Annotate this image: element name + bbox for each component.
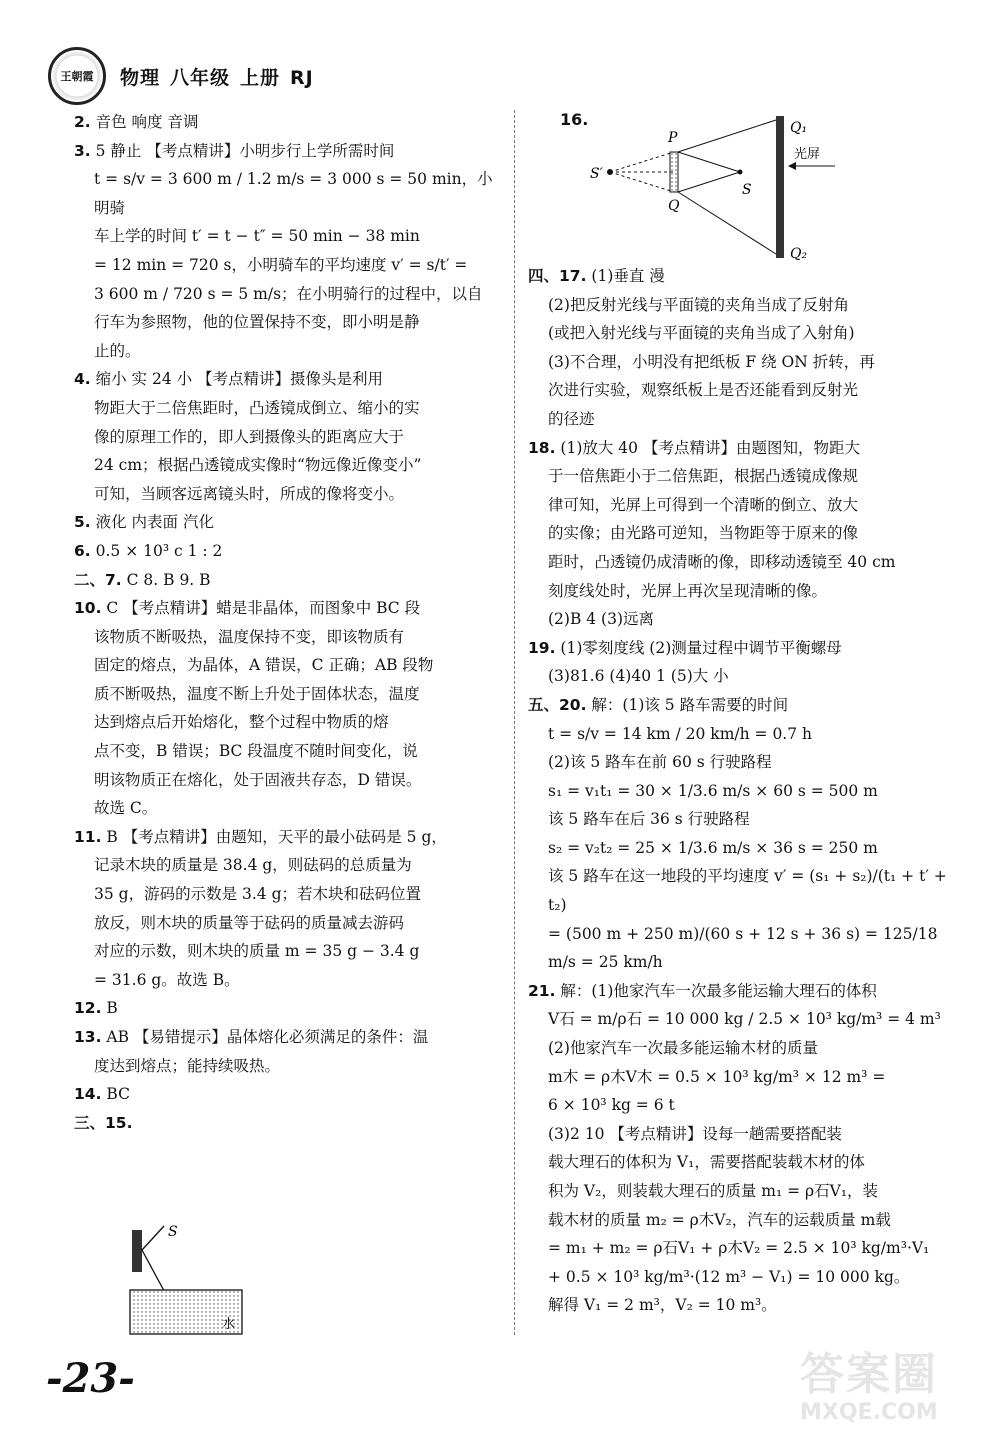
answer-text: C 8. B 9. B — [126, 570, 211, 589]
answer-text: C 【考点精讲】蜡是非晶体，而图象中 BC 段 — [106, 599, 421, 618]
answer-line — [528, 691, 968, 720]
ray-p-to-q1 — [678, 120, 776, 152]
answer-line — [74, 508, 494, 537]
answer-text: 车上学的时间 t′ = t − t″ = 50 min − 38 min — [94, 227, 420, 246]
incident-ray — [142, 1226, 164, 1250]
question-number: 11. — [74, 827, 102, 846]
right-column — [528, 262, 968, 1320]
answer-line — [74, 766, 494, 795]
answer-text: (2)他家汽车一次最多能运输木材的质量 — [548, 1039, 818, 1058]
label-q2: Q₂ — [790, 246, 808, 262]
answer-line — [528, 920, 968, 977]
answer-line — [74, 165, 494, 222]
answer-text: t = s/v = 14 km / 20 km/h = 0.7 h — [548, 724, 813, 743]
answer-line — [74, 1109, 494, 1138]
answer-text: 6 × 10³ kg = 6 t — [548, 1096, 675, 1115]
answer-text: 刻度线处时，光屏上再次呈现清晰的像。 — [548, 581, 828, 600]
question-number: 10. — [74, 599, 102, 618]
answer-line — [74, 537, 494, 566]
answer-text: = 31.6 g。故选 B。 — [94, 970, 240, 989]
answer-text: = (500 m + 250 m)/(60 s + 12 s + 36 s) = 125/18 m/s = 25 km/h — [548, 924, 938, 972]
answer-text: 解：(1)他家汽车一次最多能运输大理石的体积 — [560, 981, 877, 1000]
question-number: 二、7. — [74, 570, 122, 589]
ray-q-to-q2 — [678, 192, 776, 254]
label-q: Q — [668, 198, 680, 214]
answer-text: s₁ = v₁t₁ = 30 × 1/3.6 m/s × 60 s = 500 m — [548, 781, 878, 800]
answer-line — [74, 794, 494, 823]
answer-line — [74, 1052, 494, 1081]
answer-line — [528, 291, 968, 320]
answer-line — [74, 708, 494, 737]
answer-text: 达到熔点后开始熔化，整个过程中物质的熔 — [94, 713, 389, 732]
volume: 上册 — [240, 66, 281, 89]
answer-line — [74, 566, 494, 595]
answer-line — [528, 720, 968, 749]
answer-line — [74, 222, 494, 251]
watermark-url: MXQE.COM — [800, 1400, 938, 1425]
answer-line — [74, 937, 494, 966]
answer-text: 度达到熔点；能持续吸热。 — [94, 1056, 281, 1075]
answer-line — [528, 319, 968, 348]
answer-text: 故选 C。 — [94, 799, 158, 818]
question-number: 6. — [74, 541, 91, 560]
answer-line — [528, 1263, 968, 1292]
answer-line — [528, 577, 968, 606]
answer-text: 对应的示数，则木块的质量 m = 35 g − 3.4 g — [94, 942, 420, 961]
answer-line — [528, 834, 968, 863]
answer-text: (1)垂直 漫 — [591, 267, 665, 285]
answer-text: 可知，当顾客远离镜头时，所成的像将变小。 — [94, 484, 405, 503]
answer-line — [74, 1023, 494, 1052]
answer-line — [528, 348, 968, 377]
answer-line — [74, 994, 494, 1023]
answer-line — [528, 1291, 968, 1320]
answer-text: 解：(1)该 5 路车需要的时间 — [591, 695, 789, 714]
ray-s-to-q — [678, 172, 740, 192]
answer-text: 的径迹 — [548, 409, 595, 428]
answer-line — [74, 737, 494, 766]
answer-text: 次进行实验，观察纸板上是否还能看到反射光 — [548, 381, 859, 400]
answer-line — [528, 434, 968, 463]
question-number: 4. — [74, 370, 91, 389]
answer-line — [528, 1034, 968, 1063]
logo-text: 王朝霞 — [60, 70, 94, 83]
label-s: S — [168, 1224, 178, 1240]
answer-line — [74, 337, 494, 366]
answer-text: s₂ = v₂t₂ = 25 × 1/3.6 m/s × 36 s = 250 m — [548, 838, 878, 857]
answer-line — [74, 966, 494, 995]
answer-text: (1)零刻度线 (2)测量过程中调节平衡螺母 — [560, 638, 842, 657]
question-number: 14. — [74, 1085, 102, 1104]
label-p: P — [668, 130, 678, 146]
label-screen: 光屏 — [794, 147, 821, 162]
subject: 物理 — [120, 66, 161, 89]
answer-line — [74, 423, 494, 452]
answer-text: 距时，凸透镜仍成清晰的像，即移动透镜至 40 cm — [548, 552, 896, 571]
answer-line — [74, 480, 494, 509]
answer-text: 24 cm；根据凸透镜成实像时“物远像近像变小” — [94, 456, 422, 475]
answer-text: BC — [106, 1085, 130, 1104]
answer-line — [528, 1148, 968, 1177]
answer-line — [74, 137, 494, 166]
question-number: 13. — [74, 1028, 102, 1046]
answer-text: 物距大于二倍焦距时，凸透镜成倒立、缩小的实 — [94, 398, 420, 417]
answer-line — [528, 1005, 968, 1034]
answer-line — [528, 376, 968, 405]
answer-line — [528, 405, 968, 434]
answer-line — [74, 308, 494, 337]
answer-line — [74, 394, 494, 423]
answer-text: 质不断吸热，温度不断上升处于固体状态，温度 — [94, 684, 420, 703]
book-title — [120, 63, 324, 90]
question-number: 3. — [74, 141, 91, 160]
answer-text: (3)不合理，小明没有把纸板 F 绕 ON 折转，再 — [548, 352, 875, 371]
answer-text: V石 = m/ρ石 = 10 000 kg / 2.5 × 10³ kg/m³ = 4 m³ — [548, 1010, 941, 1029]
answer-line — [528, 805, 968, 834]
answer-text: 解得 V₁ = 2 m³，V₂ = 10 m³。 — [548, 1296, 777, 1315]
answer-line — [528, 605, 968, 634]
answer-line — [74, 251, 494, 280]
column-divider — [514, 110, 515, 1335]
answer-line — [528, 634, 968, 663]
answer-line — [528, 662, 968, 691]
answer-text: (3)81.6 (4)40 1 (5)大 小 — [548, 667, 729, 686]
answer-text: AB 【易错提示】晶体熔化必须满足的条件：温 — [106, 1028, 429, 1046]
figure-16 — [590, 112, 850, 262]
answer-line — [74, 594, 494, 623]
watermark-main: 答案圈 — [800, 1349, 938, 1400]
label-water: 水 — [222, 1317, 236, 1332]
question-number: 五、20. — [528, 695, 587, 714]
answer-line — [74, 1080, 494, 1109]
label-s-prime: S′ — [590, 166, 603, 182]
answer-text: 该物质不断吸热，温度保持不变，即该物质有 — [94, 627, 405, 646]
answer-text: B 【考点精讲】由题知，天平的最小砝码是 5 g， — [106, 827, 447, 846]
answer-text: 35 g，游码的示数是 3.4 g；若木块和砝码位置 — [94, 885, 421, 904]
answer-line — [74, 451, 494, 480]
brand-logo — [48, 47, 106, 105]
answer-text: (2)把反射光线与平面镜的夹角当成了反射角 — [548, 295, 849, 314]
figure-15 — [124, 1222, 254, 1340]
answer-line — [528, 1234, 968, 1263]
answer-text: 律可知，光屏上可得到一个清晰的倒立、放大 — [548, 495, 859, 514]
light-screen — [776, 116, 784, 258]
answer-text: 载木材的质量 m₂ = ρ木V₂，汽车的运载质量 m载 — [548, 1210, 891, 1229]
question-number: 12. — [74, 999, 102, 1018]
question-number: 21. — [528, 981, 556, 1000]
answer-text: 3 600 m / 720 s = 5 m/s；在小明骑行的过程中，以自 — [94, 284, 483, 303]
watermark — [800, 1350, 990, 1430]
answer-line — [74, 880, 494, 909]
answer-text: (2)该 5 路车在前 60 s 行驶路程 — [548, 753, 772, 772]
answer-text: 的实像；由光路可逆知，当物距等于原来的像 — [548, 524, 859, 543]
answer-text: (3)2 10 【考点精讲】设每一趟需要搭配装 — [548, 1124, 842, 1143]
question-number: 18. — [528, 438, 556, 457]
screen-arrow-head — [788, 162, 796, 170]
ray-s-to-p — [678, 152, 740, 172]
answer-line — [528, 777, 968, 806]
answer-line — [74, 680, 494, 709]
answer-text: 止的。 — [94, 341, 141, 360]
answer-line — [528, 748, 968, 777]
answer-line — [74, 623, 494, 652]
answer-text: (2)B 4 (3)远离 — [548, 610, 655, 629]
answer-text: 记录木块的质量是 38.4 g，则砝码的总质量为 — [94, 856, 412, 875]
grade: 八年级 — [170, 66, 231, 89]
question-number: 2. — [74, 113, 91, 131]
answer-line — [74, 365, 494, 394]
page-header — [48, 46, 324, 106]
answer-text: + 0.5 × 10³ kg/m³·(12 m³ − V₁) = 10 000 kg。 — [548, 1267, 910, 1286]
answer-text: 液化 内表面 汽化 — [95, 513, 214, 532]
answer-line — [528, 519, 968, 548]
answer-line — [74, 851, 494, 880]
answer-line — [528, 462, 968, 491]
answer-line — [528, 1206, 968, 1235]
dashed-ray-bottom — [610, 172, 674, 192]
answer-text: t = s/v = 3 600 m / 1.2 m/s = 3 000 s = 50 min，小明骑 — [94, 170, 493, 217]
label-s: S — [742, 182, 752, 198]
q16-number: 16. — [560, 110, 589, 129]
answer-text: B — [106, 999, 118, 1018]
answer-text: = m₁ + m₂ = ρ石V₁ + ρ木V₂ = 2.5 × 10³ kg/m³·V₁ — [548, 1239, 930, 1258]
answer-line — [528, 548, 968, 577]
question-number: 四、17. — [528, 267, 587, 285]
dashed-ray-top — [610, 152, 674, 172]
question-number: 三、15. — [74, 1113, 133, 1132]
answer-text: 5 静止 【考点精讲】小明步行上学所需时间 — [95, 141, 395, 160]
answer-text: 点不变，B 错误；BC 段温度不随时间变化，说 — [94, 742, 418, 761]
answer-line — [528, 262, 968, 291]
answer-text: (或把入射光线与平面镜的夹角当成了入射角) — [548, 324, 855, 343]
answer-text: 于一倍焦距小于二倍焦距，根据凸透镜成像规 — [548, 467, 859, 486]
answer-line — [74, 909, 494, 938]
answer-text: 音色 响度 音调 — [95, 113, 199, 131]
question-number: 5. — [74, 513, 91, 532]
answer-text: m木 = ρ木V木 = 0.5 × 10³ kg/m³ × 12 m³ = — [548, 1067, 886, 1086]
answer-line — [528, 862, 968, 919]
answer-line — [528, 1120, 968, 1149]
left-column — [74, 108, 494, 1137]
answer-line — [74, 823, 494, 852]
answer-line — [74, 651, 494, 680]
answer-line — [528, 491, 968, 520]
answer-text: 载大理石的体积为 V₁，需要搭配装载木材的体 — [548, 1153, 865, 1172]
mirror — [132, 1230, 142, 1272]
answer-text: 行车为参照物，他的位置保持不变，即小明是静 — [94, 313, 420, 332]
answer-line — [74, 280, 494, 309]
answer-text: 0.5 × 10³ c 1 : 2 — [95, 541, 223, 560]
label-q1: Q₁ — [790, 120, 808, 136]
answer-text: 放反，则木块的质量等于砝码的质量减去游码 — [94, 913, 405, 932]
page-number: -23- — [46, 1355, 135, 1402]
answer-text: = 12 min = 720 s，小明骑车的平均速度 v′ = s/t′ = — [94, 255, 468, 274]
answer-text: 固定的熔点，为晶体，A 错误，C 正确；AB 段物 — [94, 656, 434, 675]
answer-line — [74, 108, 494, 137]
answer-text: 该 5 路车在后 36 s 行驶路程 — [548, 810, 750, 829]
edition: RJ — [290, 66, 314, 89]
answer-line — [528, 1091, 968, 1120]
answer-line — [528, 1063, 968, 1092]
answer-text: 缩小 实 24 小 【考点精讲】摄像头是利用 — [95, 370, 384, 389]
answer-text: 像的原理工作的，即人到摄像头的距离应大于 — [94, 427, 405, 446]
answer-text: (1)放大 40 【考点精讲】由题图知，物距大 — [560, 438, 860, 457]
answer-text: 该 5 路车在这一地段的平均速度 v′ = (s₁ + s₂)/(t₁ + t′ + t₂) — [548, 867, 947, 915]
question-number: 19. — [528, 638, 556, 657]
answer-line — [528, 1177, 968, 1206]
answer-text: 明该物质正在熔化，处于固液共存态，D 错误。 — [94, 770, 422, 789]
answer-line — [528, 977, 968, 1006]
answer-text: 积为 V₂，则装载大理石的质量 m₁ = ρ石V₁，装 — [548, 1182, 879, 1200]
